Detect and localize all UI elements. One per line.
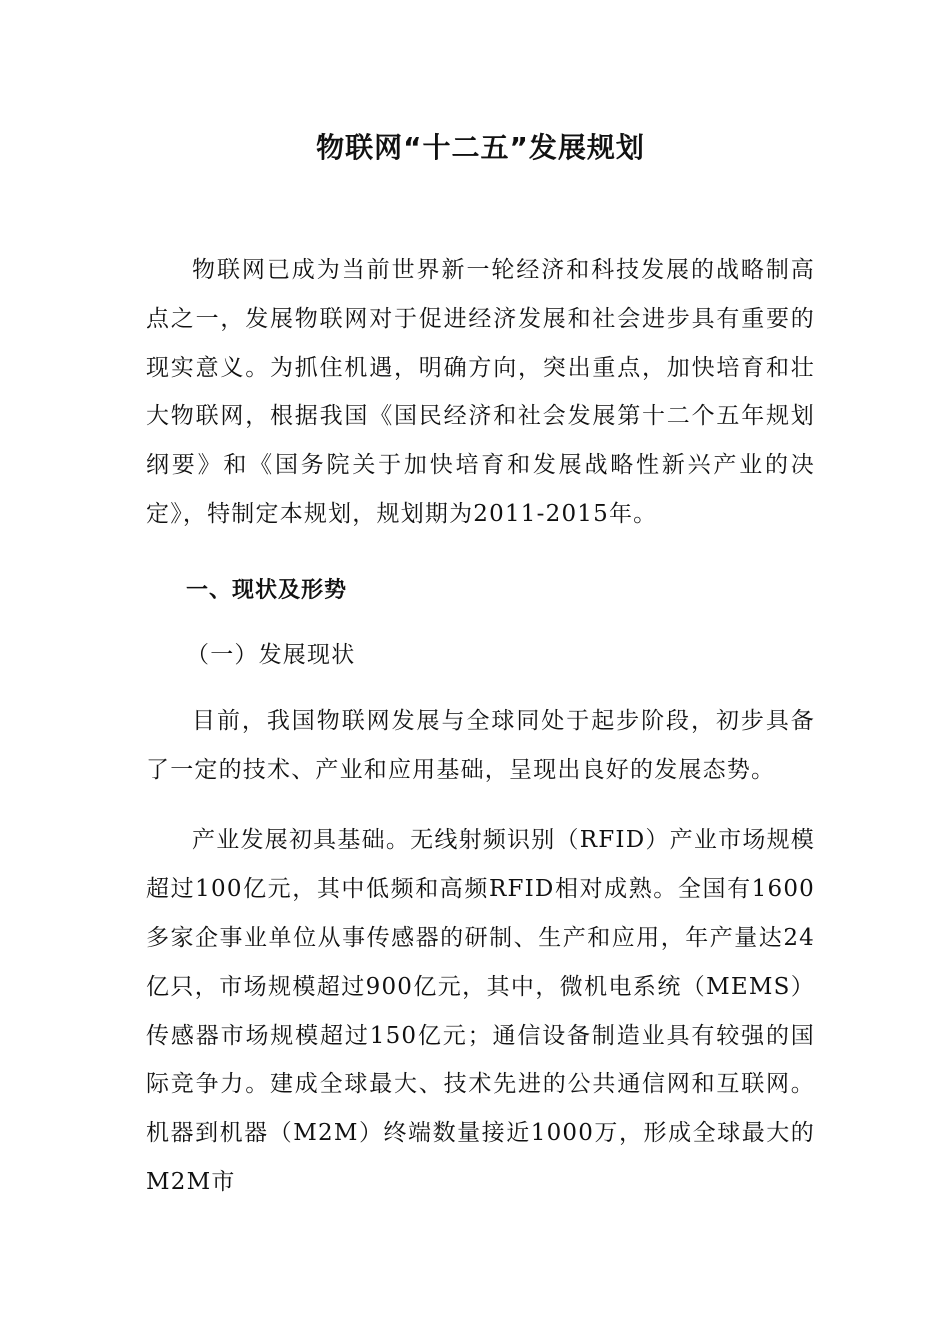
spacer bbox=[146, 675, 815, 697]
spacer bbox=[146, 794, 815, 816]
subsection-heading: （一）发展现状 bbox=[186, 641, 356, 668]
intro-paragraph: 物联网已成为当前世界新一轮经济和科技发展的战略制高点之一，发展物联网对于促进经济发展和社会进步具有重要的现实意义。为抓住机遇，明确方向，突出重点，加快培育和壮大物联网，根据我国《国民经济和社会发展第十二个五年规划纲要》和《国务院关于加快培育和发展战略性新兴产业的决定》，特制定本规划，规划期为2011-2015年。 bbox=[146, 257, 815, 527]
document-title: 物联网“十二五”发展规划 bbox=[316, 131, 645, 164]
spacer bbox=[146, 539, 815, 561]
status-paragraph: 目前，我国物联网发展与全球同处于起步阶段，初步具备了一定的技术、产业和应用基础，呈现出良好的发展态势。 bbox=[146, 707, 815, 783]
industry-paragraph: 产业发展初具基础。无线射频识别（RFID）产业市场规模超过100亿元，其中低频和高频RFID相对成熟。全国有1600多家企事业单位从事传感器的研制、生产和应用，年产量达24亿只，市场规模超过900亿元，其中，微机电系统（MEMS）传感器市场规模超过150亿元；通信设备制造业具有较强的国际竞争力。建成全球最大、技术先进的公共通信网和互联网。机器到机器（M2M）终端数量接近1000万，形成全球最大的M2M市 bbox=[146, 827, 815, 1195]
section-heading: 一、现状及形势 bbox=[186, 577, 348, 603]
